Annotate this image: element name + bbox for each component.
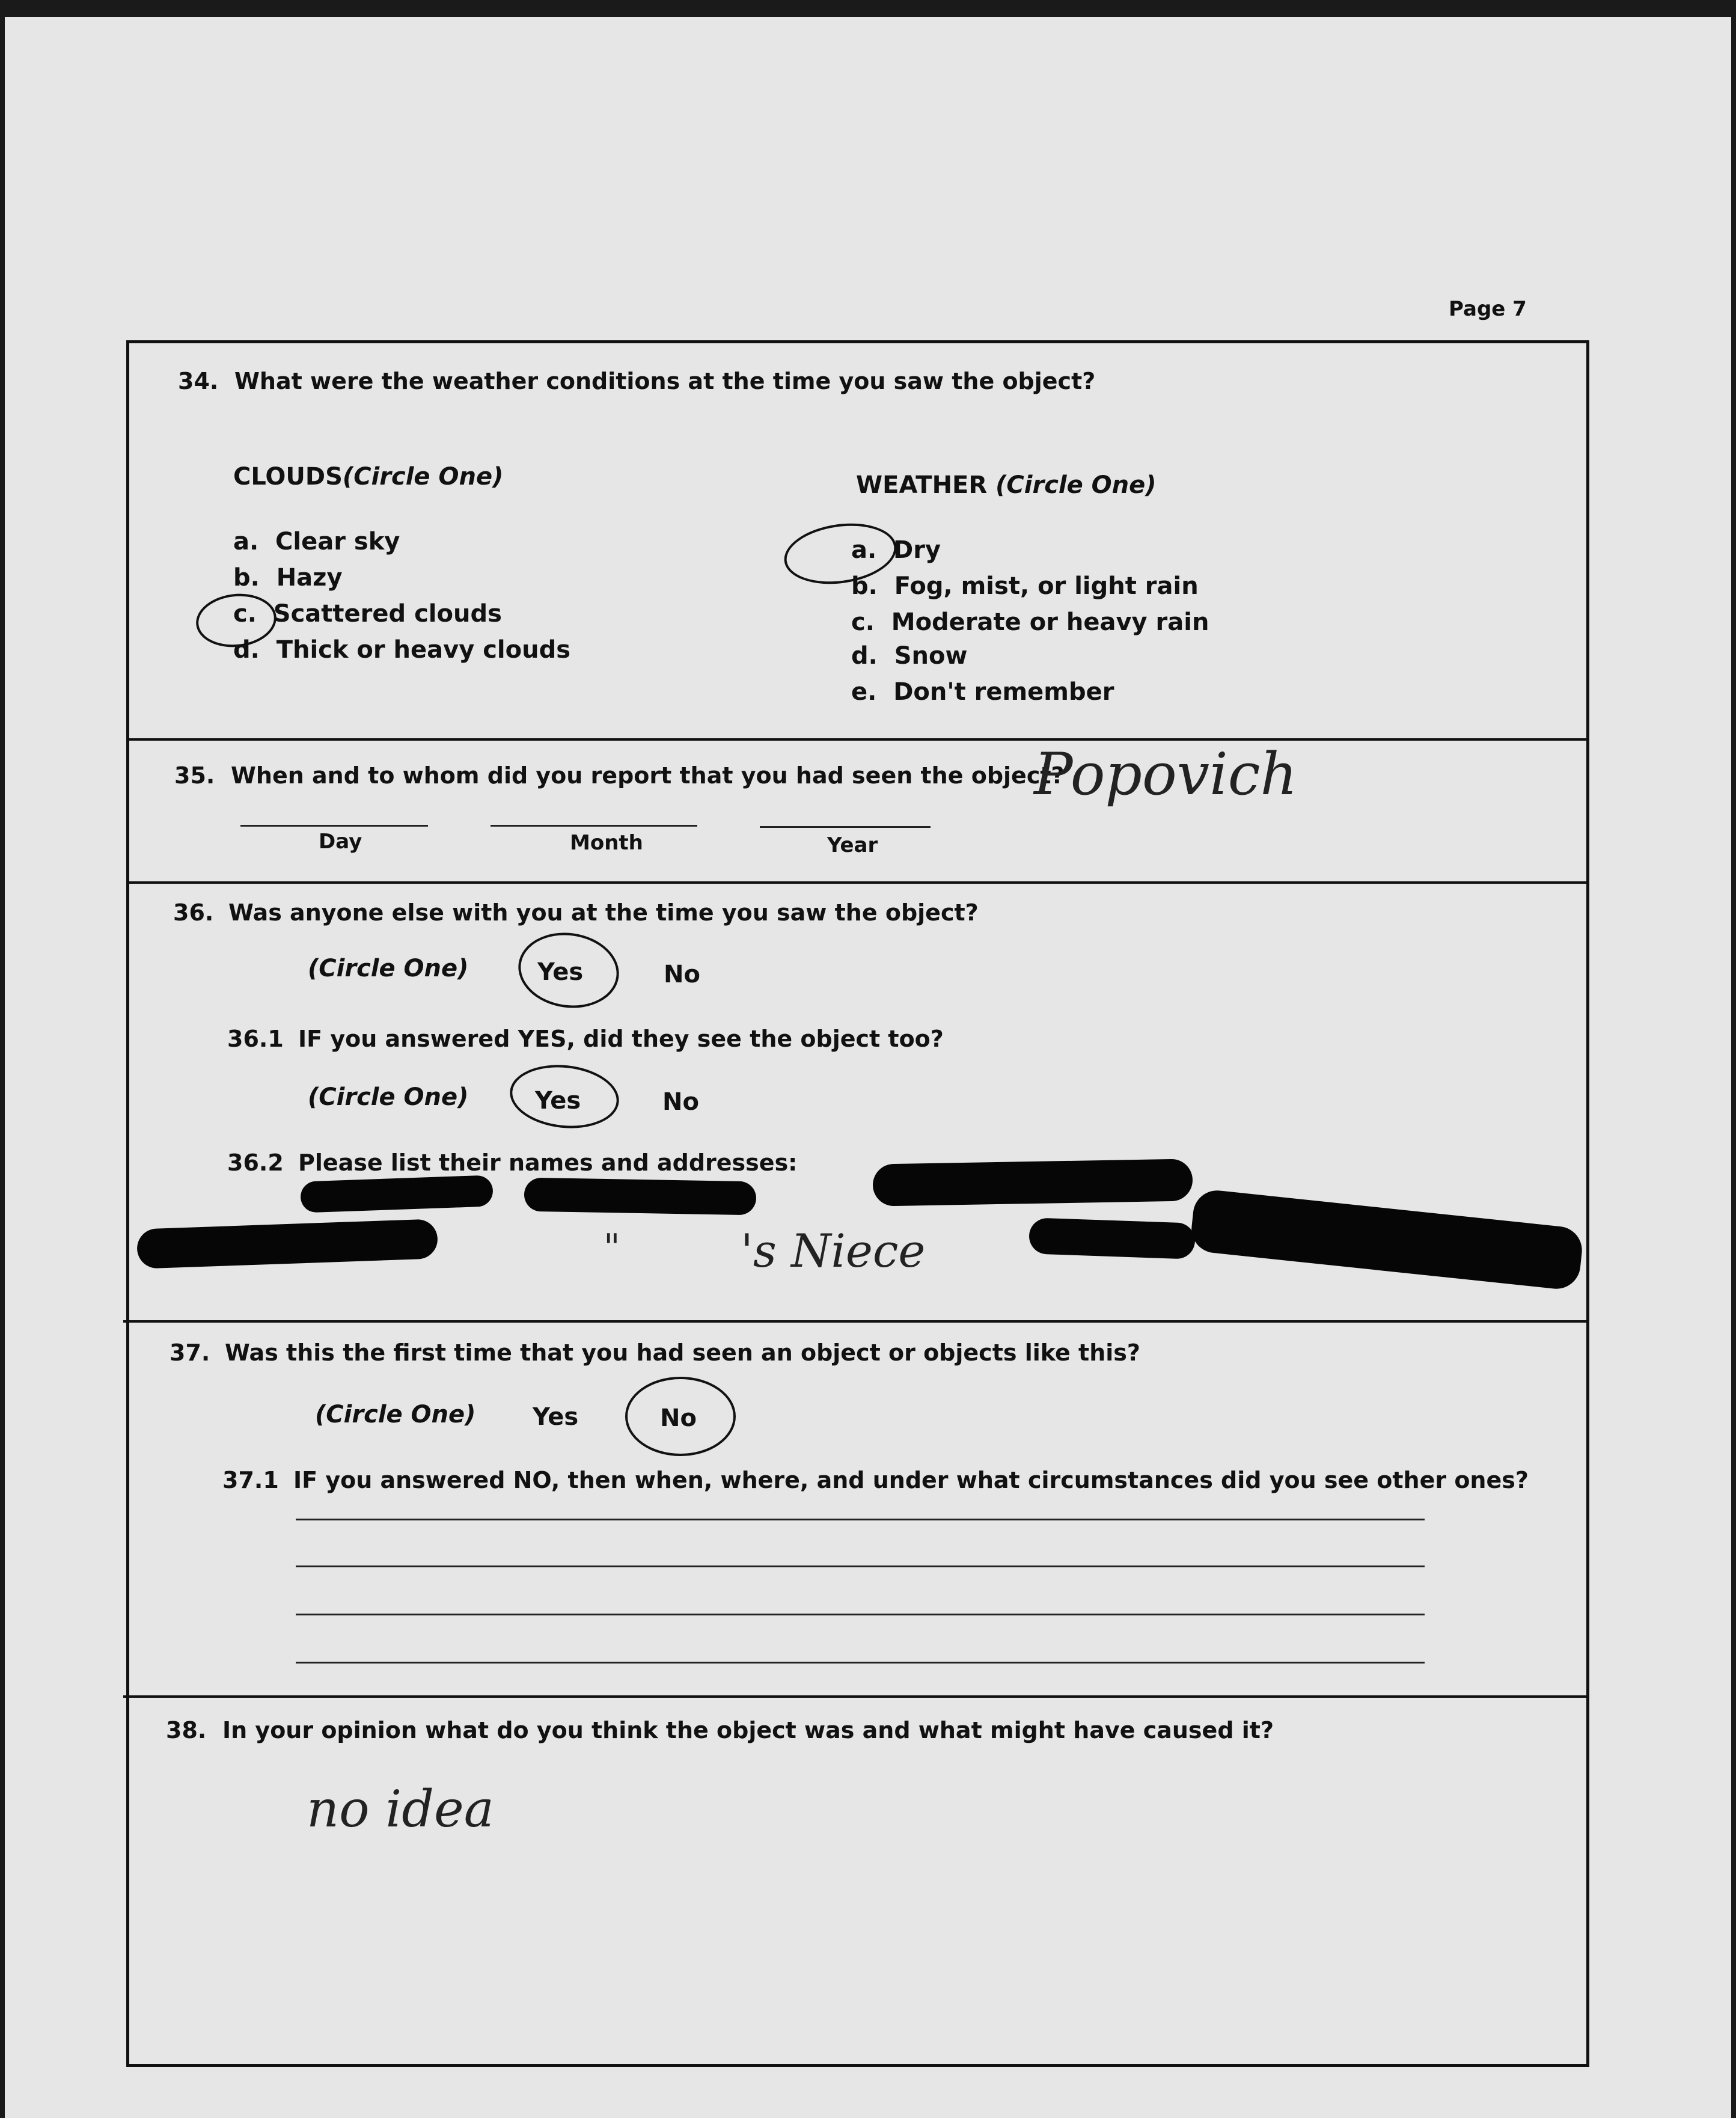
q36-hint: (Circle One) <box>308 955 469 982</box>
q36-2-number: 36.2 <box>227 1149 284 1176</box>
q34-number: 34. <box>178 368 219 394</box>
year-line <box>760 826 931 828</box>
q37-yes[interactable]: Yes <box>533 1403 579 1431</box>
month-label: Month <box>570 831 643 855</box>
page-number: Page 7 <box>1449 297 1527 321</box>
q37-selection-circle <box>625 1377 736 1456</box>
year-label: Year <box>827 833 878 857</box>
weather-title: WEATHER <box>856 471 988 499</box>
divider-35-36 <box>126 881 1589 884</box>
q36-2-question: Please list their names and addresses: <box>298 1149 798 1176</box>
divider-34-35 <box>126 738 1589 741</box>
q38-question: In your opinion what do you think the object was and what might have caused it? <box>222 1717 1274 1743</box>
redaction-block <box>524 1178 757 1216</box>
redaction-block <box>872 1158 1193 1206</box>
clouds-option-d[interactable]: d. Thick or heavy clouds <box>233 636 571 664</box>
q37-1-number: 37.1 <box>222 1467 279 1493</box>
divider-36-37 <box>123 1320 1589 1323</box>
clouds-option-a[interactable]: a. Clear sky <box>233 528 400 556</box>
weather-option-a[interactable]: a. Dry <box>851 536 941 564</box>
q35-question: When and to whom did you report that you had seen the object? <box>231 762 1065 789</box>
q36-1-number: 36.1 <box>227 1026 284 1052</box>
day-label: Day <box>319 830 362 854</box>
month-line <box>491 825 697 827</box>
divider-37-38 <box>123 1695 1589 1698</box>
clouds-hint: (Circle One) <box>342 463 504 491</box>
q36-1-no[interactable]: No <box>662 1088 699 1116</box>
weather-heading <box>856 471 1157 499</box>
q36-question: Was anyone else with you at the time you saw the object? <box>228 899 979 926</box>
q35-number: 35. <box>174 762 215 789</box>
q36-number: 36. <box>173 899 214 926</box>
q36-2-handwritten-ditto: " <box>604 1226 620 1269</box>
weather-option-d[interactable]: d. Snow <box>851 642 968 670</box>
q36-no[interactable]: No <box>664 961 700 988</box>
q36-1-question: IF you answered YES, did they see the object too? <box>298 1026 944 1052</box>
weather-option-e[interactable]: e. Don't remember <box>851 678 1114 706</box>
q37-question: Was this the first time that you had seen an object or objects like this? <box>225 1339 1140 1366</box>
q37-1-answer-line[interactable] <box>296 1519 1425 1520</box>
q37-1-answer-line[interactable] <box>296 1662 1425 1663</box>
q38-handwritten-answer: no idea <box>307 1780 494 1838</box>
q36-1-hint: (Circle One) <box>308 1083 469 1111</box>
clouds-title: CLOUDS <box>233 463 343 491</box>
q36-1-yes[interactable]: Yes <box>535 1087 581 1115</box>
q37-hint: (Circle One) <box>315 1401 476 1428</box>
q37-1-question: IF you answered NO, then when, where, and under what circumstances did you see other ones? <box>293 1467 1529 1493</box>
redaction-block <box>1028 1217 1196 1259</box>
day-line <box>240 825 428 827</box>
clouds-option-b[interactable]: b. Hazy <box>233 564 343 592</box>
q38-number: 38. <box>166 1717 207 1743</box>
weather-hint: (Circle One) <box>995 471 1157 499</box>
q37-1-answer-line[interactable] <box>296 1566 1425 1567</box>
q36-yes[interactable]: Yes <box>537 958 584 986</box>
q35-handwritten-answer: Popovich <box>1034 741 1298 808</box>
q37-number: 37. <box>170 1339 210 1366</box>
weather-option-c[interactable]: c. Moderate or heavy rain <box>851 608 1209 636</box>
q34-question: What were the weather conditions at the time you saw the object? <box>234 368 1096 394</box>
clouds-heading <box>233 463 503 491</box>
weather-option-b[interactable]: b. Fog, mist, or light rain <box>851 572 1199 600</box>
q37-no[interactable]: No <box>660 1404 697 1432</box>
q36-2-handwritten-niece: 's Niece <box>741 1224 926 1278</box>
q37-1-answer-line[interactable] <box>296 1614 1425 1615</box>
clouds-option-c[interactable]: c. Scattered clouds <box>233 600 502 628</box>
